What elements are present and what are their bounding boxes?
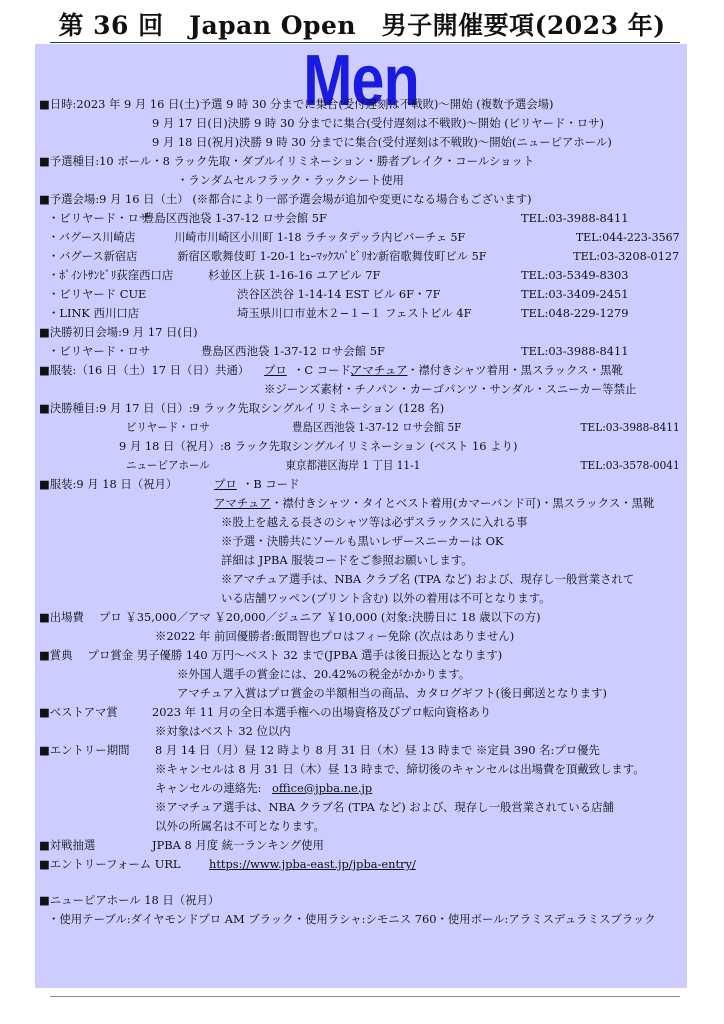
text-line: [39, 191, 679, 207]
line-text: ※対象はベスト 32 位以内: [155, 724, 291, 738]
line-text: TEL:03-3988-8411: [580, 420, 680, 434]
text-line: [119, 438, 679, 454]
text-line: [221, 514, 679, 530]
text-line: [126, 457, 680, 473]
line-text: 豊島区西池袋 1-37-12 ロサ会館 5F: [201, 344, 385, 358]
text-line: [39, 362, 679, 378]
line-text: ■出場費 プロ ￥35,000／アマ ￥20,000／ジュニア ￥10,000 (対象:決勝日に 18 歳以下の方): [39, 610, 541, 624]
text-line: [39, 609, 679, 625]
venue-name: ・バグース新宿店: [48, 249, 138, 263]
line-text: ※アマチュア選手は、NBA クラブ名 (TPA など) および、現存し一般営業されている店舗: [155, 800, 614, 814]
line-text: ■ニューピアホール 18 日（祝月）: [39, 893, 220, 907]
venue-tel: TEL:03-3409-2451: [521, 287, 629, 301]
content-panel: [35, 41, 687, 988]
line-text: 9 月 18 日(祝月)決勝 9 時 30 分までに集合(受付遅刻は不戦敗)～開始(ニューピアホール): [152, 135, 612, 149]
text-line: [48, 343, 679, 359]
text-line: [152, 134, 679, 150]
text-line: [155, 761, 679, 777]
line-text: 8 月 14 日（月）昼 12 時より 8 月 31 日（木）昼 13 時まで ※定員 390 名:プロ優先: [155, 743, 600, 757]
venue-name: ・ﾎﾟｲﾝﾄｻﾝﾋﾞﾘ荻窪西口店: [48, 268, 174, 282]
underlined-text: office@jpba.ne.jp: [272, 781, 373, 795]
line-text: ※キャンセルは 8 月 31 日（木）昼 13 時まで、締切後のキャンセルは出場費を頂戴致します。: [155, 762, 645, 776]
venue-addr: 杉並区上荻 1-16-16 ユアビル 7F: [208, 268, 381, 282]
line-text: ■決勝種目:9 月 17 日（日）:9 ラック先取シングルイリミネーション (128 名): [39, 401, 445, 415]
line-text: 詳細は JPBA 服装コードをご参照お願いします。: [221, 553, 473, 567]
men-banner: Men: [303, 41, 419, 121]
text-line: [39, 476, 679, 492]
text-line: [152, 115, 679, 131]
line-text: ※2022 年 前回優勝者:飯間智也プロはフィー免除 (次点はありません): [155, 629, 515, 643]
venue-tel: TEL:03-5349-8303: [521, 268, 629, 282]
line-text: キャンセルの連絡先:: [155, 781, 262, 795]
venue-name: ・バグース川崎店: [48, 230, 136, 244]
venue-tel: TEL:03-3988-8411: [521, 211, 629, 225]
line-text: ニューピアホール: [126, 458, 210, 472]
venue-addr: 川崎市川崎区小川町 1-18 ラチッタデッラ内ビバーチェ 5F: [174, 230, 466, 244]
venue-row: [48, 229, 680, 245]
venue-row: [48, 248, 680, 264]
underlined-text: アマチュア: [214, 496, 271, 510]
text-line: [155, 723, 679, 739]
text-line: [48, 911, 679, 927]
line-text: いる店舗ワッペン(プリント含む) 以外の着用は不可となります。: [221, 591, 551, 605]
text-line: [39, 400, 679, 416]
text-line: [155, 818, 679, 834]
venue-tel: TEL:048-229-1279: [521, 306, 629, 320]
text-line: [264, 381, 679, 397]
text-line: [39, 837, 679, 853]
line-text: ・ランダムセルフラック・ラックシート使用: [177, 173, 404, 187]
document-title: 第 36 回 Japan Open 男子開催要項(2023 年): [58, 11, 666, 40]
text-line: [39, 856, 679, 872]
line-text: TEL:03-3988-8411: [521, 344, 629, 358]
line-text: ・使用テーブル:ダイヤモンドプロ AM ブラック・使用ラシャ:シモニス 760・使用ボール:アラミスデュラミスブラック: [48, 912, 656, 926]
line-text: アマチュア入賞はプロ賞金の半額相当の商品、カタログギフト(後日郵送となります): [177, 686, 608, 700]
line-text: ※股上を越える長さのシャツ等は必ずスラックスに入れる事: [221, 515, 528, 529]
line-text: JPBA 8 月度 統一ランキング使用: [152, 838, 324, 852]
line-text: TEL:03-3578-0041: [580, 458, 680, 472]
underlined-text: アマチュア: [351, 363, 408, 377]
text-line: [39, 742, 679, 758]
line-text: ・ビリヤード・ロサ: [48, 344, 151, 358]
line-text: ■賞典 プロ賞金 男子優勝 140 万円～ベスト 32 まで(JPBA 選手は後日振込となります): [39, 648, 503, 662]
venue-name: ・ビリヤード CUE: [48, 287, 147, 301]
venue-row: [48, 267, 678, 283]
venue-name: ・LINK 西川口店: [48, 306, 140, 320]
venue-row: [48, 210, 678, 226]
venue-addr: 新宿区歌舞伎町 1-20-1 ﾋｭｰﾏｯｸｽﾊﾟﾋﾞﾘｵﾝ新宿歌舞伎町ビル 5F: [177, 249, 487, 263]
line-text: ※アマチュア選手は、NBA クラブ名 (TPA など) および、現存し一般営業されて: [221, 572, 635, 586]
line-text: ■服装:（16 日（土）17 日（日）共通）: [39, 363, 250, 377]
venue-row: [48, 305, 678, 321]
underlined-text: https://www.jpba-east.jp/jpba-entry/: [209, 857, 416, 871]
venue-row: [48, 286, 678, 302]
line-text: ・B コード: [242, 477, 300, 491]
text-line: [221, 590, 679, 606]
underlined-text: プロ: [214, 477, 237, 491]
line-text: 9 月 18 日（祝月）:8 ラック先取シングルイリミネーション (ベスト 16 より): [119, 439, 518, 453]
text-line: [221, 552, 679, 568]
line-text: ■エントリー期間: [39, 743, 130, 757]
text-line: [39, 704, 679, 720]
line-text: 東京都港区海岸 1 丁目 11-1: [285, 458, 421, 472]
venue-addr: 豊島区西池袋 1-37-12 ロサ会館 5F: [143, 211, 327, 225]
text-line: [39, 892, 679, 908]
text-line: [39, 647, 679, 663]
text-line: [155, 799, 679, 815]
venue-tel: TEL:03-3208-0127: [573, 249, 680, 263]
line-text: ■予選種目:10 ボール・8 ラック先取・ダブルイリミネーション・勝者ブレイク・コールショット: [39, 154, 535, 168]
line-text: ■予選会場:9 月 16 日（土） (※都合により一部予選会場が追加や変更になる場合もございます): [39, 192, 532, 206]
text-line: [155, 628, 679, 644]
line-text: ■対戦抽選: [39, 838, 96, 852]
text-line: [221, 571, 679, 587]
line-text: ・C コード、: [293, 363, 362, 377]
line-text: ※ジーンズ素材・チノパン・カーゴパンツ・サンダル・スニーカー等禁止: [264, 382, 637, 396]
text-line: [221, 533, 679, 549]
line-text: ビリヤード・ロサ: [126, 420, 210, 434]
text-line: [126, 419, 680, 435]
line-text: ■エントリーフォーム URL: [39, 857, 181, 871]
text-line: [214, 495, 679, 511]
text-line: [177, 172, 679, 188]
text-line: [155, 780, 679, 796]
line-text: ※予選・決勝共にソールも黒いレザースニーカーは OK: [221, 534, 504, 548]
line-text: ※外国人選手の賞金には、20.42%の税金がかかります。: [177, 667, 471, 681]
text-line: [39, 324, 679, 340]
line-text: ■ベストアマ賞: [39, 705, 118, 719]
line-text: ・襟付きシャツ・タイとベスト着用(カマーバンド可)・黒スラックス・黒靴: [271, 496, 655, 510]
venue-addr: 埼玉県川口市並木２−１−１ フェストビル 4F: [237, 306, 472, 320]
venue-addr: 渋谷区渋谷 1-14-14 EST ビル 6F・7F: [237, 287, 441, 301]
line-text: 以外の所属名は不可となります。: [155, 819, 325, 833]
line-text: 豊島区西池袋 1-37-12 ロサ会館 5F: [291, 420, 462, 434]
underlined-text: プロ: [264, 363, 287, 377]
venue-name: ・ビリヤード・ロサ: [48, 211, 151, 225]
text-line: [177, 685, 679, 701]
venue-tel: TEL:044-223-3567: [575, 230, 680, 244]
line-text: 9 月 17 日(日)決勝 9 時 30 分までに集合(受付遅刻は不戦敗)～開始 (ビリヤード・ロサ): [152, 116, 604, 130]
text-line: [177, 666, 679, 682]
line-text: ■日時:2023 年 9 月 16 日(土)予選 9 時 30 分までに集合(受付遅刻は不戦敗)～開始 (複数予選会場): [39, 97, 554, 111]
text-line: [39, 153, 679, 169]
line-text: 2023 年 11 月の全日本選手権への出場資格及びプロ転向資格あり: [152, 705, 492, 719]
footer-rule: [50, 996, 680, 997]
line-text: ・襟付きシャツ着用・黒スラックス・黒靴: [407, 363, 623, 377]
line-text: ■決勝初日会場:9 月 17 日(日): [39, 325, 198, 339]
text-line: [39, 96, 679, 112]
line-text: ■服装:9 月 18 日（祝月）: [39, 477, 178, 491]
